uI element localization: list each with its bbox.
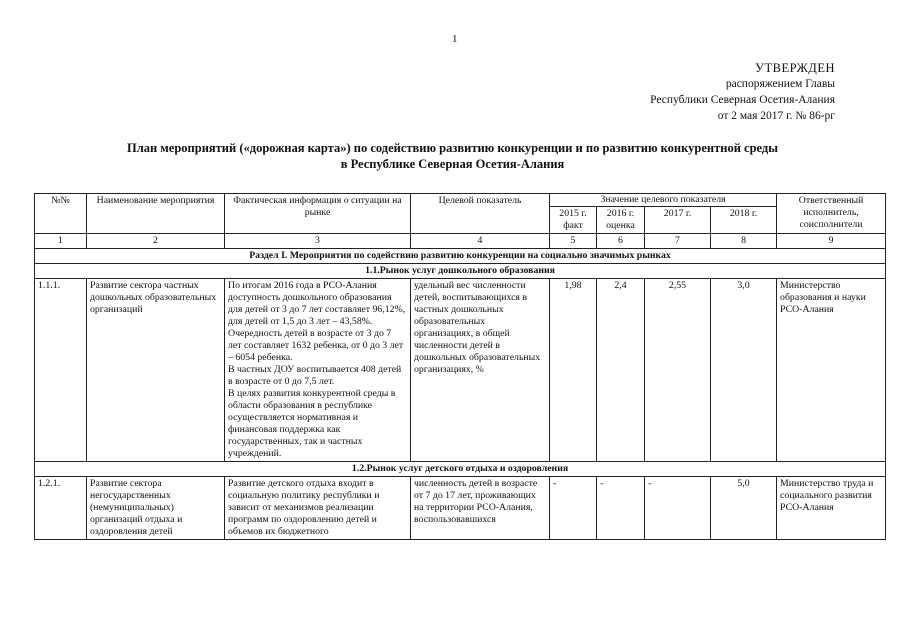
header-target: Целевой показатель [411,194,550,234]
col-number: 7 [645,234,711,249]
row-name: Развитие сектора частных дошкольных образовательных организаций [87,279,225,462]
row-value-2016: 2,4 [597,279,645,462]
section-title: Раздел I. Мероприятия по содействию развитию конкуренции на социально значимых рынках [35,249,886,264]
approval-line-1: распоряжением Главы [725,78,835,90]
title-line-1: План мероприятий («дорожная карта») по содействию развитию конкуренции и по развитию конкурентной среды [126,141,779,155]
col-number: 6 [597,234,645,249]
approval-line-3: от 2 мая 2017 г. № 86-рг [717,110,835,122]
row-value-2018: 3,0 [711,279,777,462]
subsection-row [35,264,886,279]
row-target: численность детей в возрасте от 7 до 17 лет, проживающих на территории РСО-Алания, воспользовавшихся [411,477,550,540]
header-fact: Фактическая информация о ситуации на рынке [225,194,411,234]
row-fact: Развитие детского отдыха входит в социальную политику республики и зависит от механизмов реализации программ по оздоровлению детей и объемов их бюджетного [225,477,411,540]
fact-paragraph: В целях развития конкурентной среды в области образования в республике осуществляется нормативная и финансовая поддержка как государственных, так и частных учреждений. [228,388,396,459]
row-responsible: Министерство труда и социального развития РСО-Алания [777,477,886,540]
subsection-row [35,462,886,477]
header-num: №№ [35,194,87,234]
col-number: 4 [411,234,550,249]
fact-paragraph: Очередность детей в возрасте от 3 до 7 лет составляет 1632 ребенка, от 0 до 3 лет – 6054 ребенка. [228,328,404,363]
row-value-2017: - [645,477,711,540]
header-2016: 2016 г. оценка [597,207,645,234]
row-responsible: Министерство образования и науки РСО-Алания [777,279,886,462]
row-value-2016: - [597,477,645,540]
page-number: 1 [452,33,458,45]
header-2018: 2018 г. [711,207,777,234]
row-target: удельный вес численности детей, воспитывающихся в частных дошкольных образовательных организациях, в общей численности детей в дошкольных образовательных организациях, % [411,279,550,462]
fact-paragraph: В частных ДОУ воспитывается 408 детей в возрасте от 0 до 7,5 лет. [228,364,402,387]
approval-heading: УТВЕРЖДЕН [755,61,835,75]
fact-paragraph: По итогам 2016 года в РСО-Алания доступность дошкольного образования для детей от 3 до 7 лет составляет 96,12%, для детей от 1,5 до 3 лет – 43,58%. [228,280,406,327]
section-row [35,249,886,264]
table-row [35,279,886,462]
roadmap-table [34,193,886,540]
header-value-group: Значение целевого показателя [550,194,777,207]
header-2015: 2015 г. факт [550,207,597,234]
header-row [35,194,886,207]
approval-line-2: Республики Северная Осетия-Алания [650,94,835,106]
col-number: 5 [550,234,597,249]
header-2017: 2017 г. [645,207,711,234]
col-number: 1 [35,234,87,249]
row-num: 1.2.1. [35,477,87,540]
subsection-title-2: 1.2.Рынок услуг детского отдыха и оздоровления [35,462,886,477]
row-value-2015: - [550,477,597,540]
title-line-2: в Республике Северная Осетия-Алания [340,157,565,171]
col-number: 9 [777,234,886,249]
col-number: 8 [711,234,777,249]
col-number: 3 [225,234,411,249]
row-value-2018: 5,0 [711,477,777,540]
row-value-2015: 1,98 [550,279,597,462]
table-row [35,477,886,540]
column-numbers-row [35,234,886,249]
approval-block [650,60,835,124]
document-title [60,140,845,172]
header-responsible: Ответственный исполнитель, соисполнители [777,194,886,234]
row-name: Развитие сектора негосударственных (немуниципальных) организаций отдыха и оздоровления детей [87,477,225,540]
row-fact [225,279,411,462]
subsection-title-1: 1.1.Рынок услуг дошкольного образования [35,264,886,279]
row-num: 1.1.1. [35,279,87,462]
row-value-2017: 2,55 [645,279,711,462]
col-number: 2 [87,234,225,249]
header-name: Наименование мероприятия [87,194,225,234]
